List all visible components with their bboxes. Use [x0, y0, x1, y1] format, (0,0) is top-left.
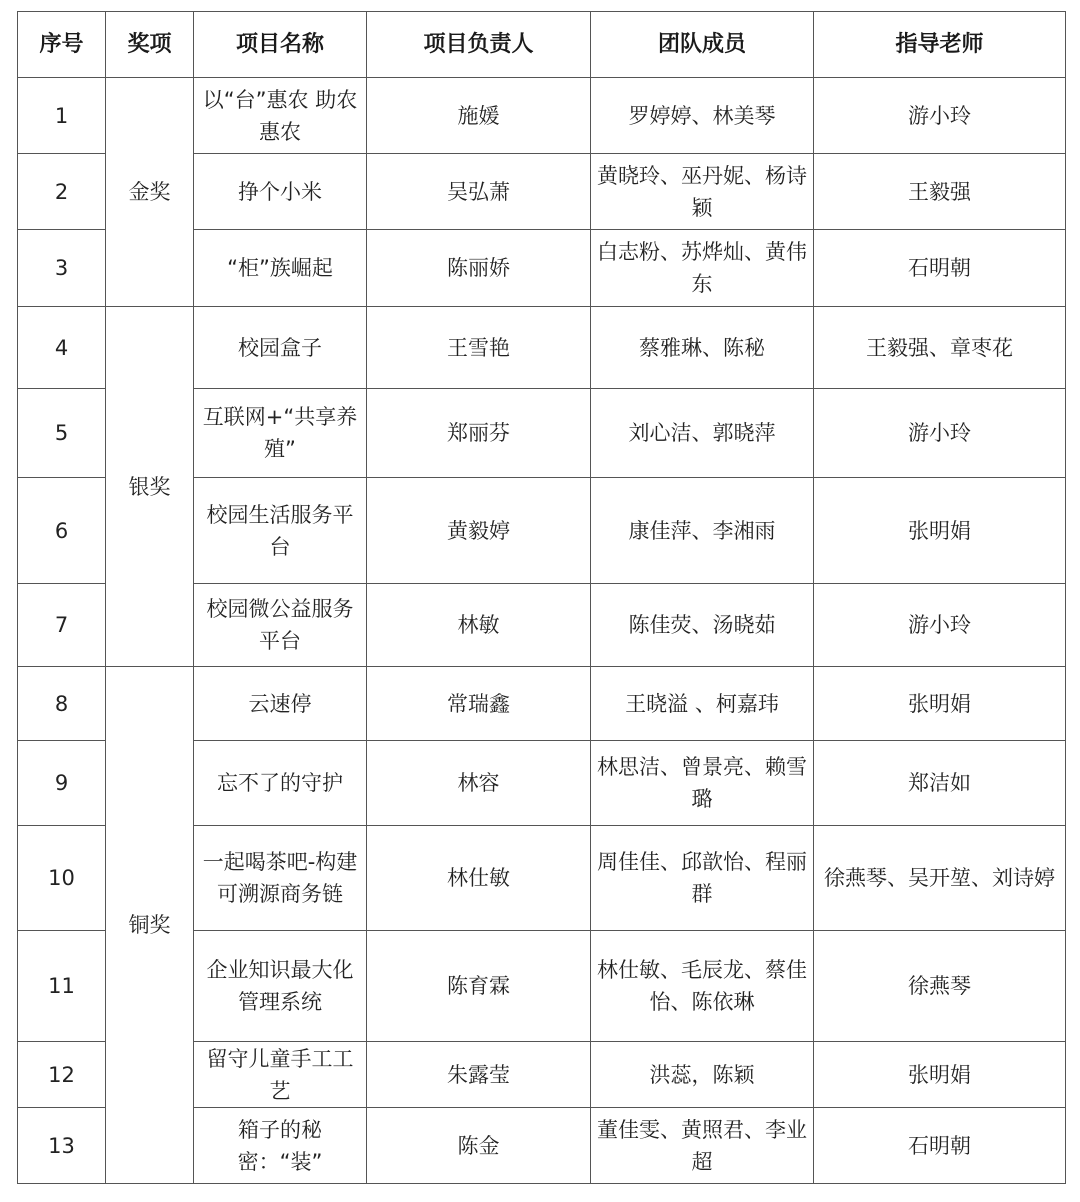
table-row — [18, 78, 1066, 154]
advisor-cell: 游小玲 — [814, 584, 1066, 667]
members-cell: 白志粉、苏烨灿、黄伟东 — [591, 230, 814, 307]
project-name-cell: 云速停 — [194, 667, 367, 741]
members-cell: 林思洁、曾景亮、赖雪璐 — [591, 741, 814, 826]
members-cell: 王晓溢 、柯嘉玮 — [591, 667, 814, 741]
members-cell: 陈佳荧、汤晓茹 — [591, 584, 814, 667]
project-name-cell: 挣个小米 — [194, 154, 367, 230]
leader-cell: 林容 — [367, 741, 591, 826]
members-cell: 董佳雯、黄照君、李业超 — [591, 1108, 814, 1184]
serial-no-cell: 2 — [18, 154, 106, 230]
advisor-cell: 郑洁如 — [814, 741, 1066, 826]
members-cell: 周佳佳、邱歆怡、程丽群 — [591, 826, 814, 931]
project-name-cell: 箱子的秘密：“装” — [194, 1108, 367, 1184]
advisor-cell: 石明朝 — [814, 230, 1066, 307]
advisor-cell: 王毅强、章枣花 — [814, 307, 1066, 389]
awards-table — [17, 11, 1066, 1184]
project-name-cell: “柜”族崛起 — [194, 230, 367, 307]
award-cell-silver: 银奖 — [106, 307, 194, 667]
members-cell: 黄晓玲、巫丹妮、杨诗颖 — [591, 154, 814, 230]
leader-cell: 林敏 — [367, 584, 591, 667]
advisor-cell: 张明娟 — [814, 667, 1066, 741]
serial-no-cell: 10 — [18, 826, 106, 931]
project-name-cell: 以“台”惠农 助农惠农 — [194, 78, 367, 154]
advisor-cell: 张明娟 — [814, 1042, 1066, 1108]
project-name-cell: 忘不了的守护 — [194, 741, 367, 826]
leader-cell: 郑丽芬 — [367, 389, 591, 478]
table-row — [18, 307, 1066, 389]
header-project-leader: 项目负责人 — [367, 12, 591, 78]
header-serial-no: 序号 — [18, 12, 106, 78]
header-advisor: 指导老师 — [814, 12, 1066, 78]
header-project-name: 项目名称 — [194, 12, 367, 78]
advisor-cell: 徐燕琴 — [814, 931, 1066, 1042]
serial-no-cell: 11 — [18, 931, 106, 1042]
members-cell: 蔡雅琳、陈秘 — [591, 307, 814, 389]
project-name-cell: 互联网+“共享养殖” — [194, 389, 367, 478]
advisor-cell: 石明朝 — [814, 1108, 1066, 1184]
project-name-cell: 校园微公益服务平台 — [194, 584, 367, 667]
members-cell: 林仕敏、毛辰龙、蔡佳怡、陈依琳 — [591, 931, 814, 1042]
leader-cell: 黄毅婷 — [367, 478, 591, 584]
leader-cell: 林仕敏 — [367, 826, 591, 931]
advisor-cell: 游小玲 — [814, 389, 1066, 478]
award-cell-gold: 金奖 — [106, 78, 194, 307]
serial-no-cell: 9 — [18, 741, 106, 826]
serial-no-cell: 5 — [18, 389, 106, 478]
leader-cell: 陈金 — [367, 1108, 591, 1184]
header-team-members: 团队成员 — [591, 12, 814, 78]
members-cell: 罗婷婷、林美琴 — [591, 78, 814, 154]
serial-no-cell: 4 — [18, 307, 106, 389]
members-cell: 洪蕊，陈颖 — [591, 1042, 814, 1108]
serial-no-cell: 12 — [18, 1042, 106, 1108]
advisor-cell: 徐燕琴、吴开堃、刘诗婷 — [814, 826, 1066, 931]
project-name-cell: 一起喝茶吧-构建可溯源商务链 — [194, 826, 367, 931]
advisor-cell: 游小玲 — [814, 78, 1066, 154]
table-row — [18, 667, 1066, 741]
serial-no-cell: 8 — [18, 667, 106, 741]
leader-cell: 王雪艳 — [367, 307, 591, 389]
header-row — [18, 12, 1066, 78]
leader-cell: 施媛 — [367, 78, 591, 154]
serial-no-cell: 13 — [18, 1108, 106, 1184]
header-award: 奖项 — [106, 12, 194, 78]
leader-cell: 朱露莹 — [367, 1042, 591, 1108]
project-name-cell: 校园生活服务平台 — [194, 478, 367, 584]
serial-no-cell: 1 — [18, 78, 106, 154]
members-cell: 康佳萍、李湘雨 — [591, 478, 814, 584]
project-name-cell: 校园盒子 — [194, 307, 367, 389]
advisor-cell: 张明娟 — [814, 478, 1066, 584]
leader-cell: 吴弘萧 — [367, 154, 591, 230]
serial-no-cell: 7 — [18, 584, 106, 667]
award-cell-bronze: 铜奖 — [106, 667, 194, 1184]
leader-cell: 常瑞鑫 — [367, 667, 591, 741]
project-name-cell: 企业知识最大化管理系统 — [194, 931, 367, 1042]
leader-cell: 陈丽娇 — [367, 230, 591, 307]
members-cell: 刘心洁、郭晓萍 — [591, 389, 814, 478]
leader-cell: 陈育霖 — [367, 931, 591, 1042]
project-name-cell: 留守儿童手工工艺 — [194, 1042, 367, 1108]
serial-no-cell: 3 — [18, 230, 106, 307]
serial-no-cell: 6 — [18, 478, 106, 584]
advisor-cell: 王毅强 — [814, 154, 1066, 230]
